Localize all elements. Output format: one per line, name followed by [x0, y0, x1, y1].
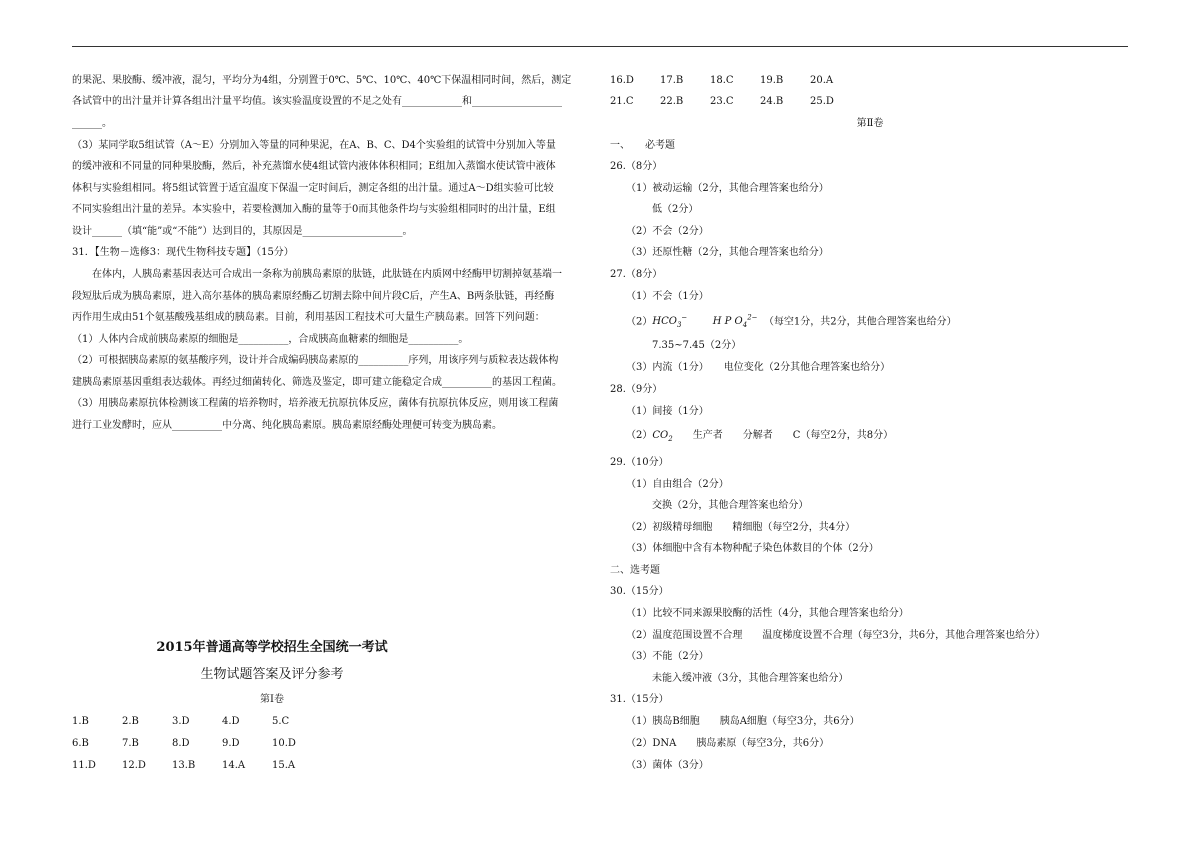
answer-cell: 20.A: [810, 75, 834, 86]
answer-cell: 8.D: [172, 738, 190, 749]
answer-row: [72, 716, 322, 728]
answer-cell: 14.A: [222, 760, 246, 771]
answer-cell: 17.B: [660, 75, 684, 86]
question-31-heading: 31．【生物－选修3：现代生物科技专题】（15分）: [72, 247, 294, 258]
answer-cell: 3.D: [172, 716, 190, 727]
text-line: 段短肽后成为胰岛素原，进入高尔基体的胰岛素原经酶乙切割去除中间片段C后，产生A、B两条肽链，再经酶: [72, 291, 555, 302]
answer-line: （2）不会（2分）: [626, 226, 709, 237]
answer-cell: 25.D: [810, 96, 834, 107]
text-line: 不同实验组出汁量的差异。本实验中，若要检测加入酶的量等于0而其他条件均与实验组相同时的出汁量，E组: [72, 204, 556, 215]
formula-suffix: （每空1分，共2分，其他合理答案也给分）: [763, 316, 957, 328]
answer-line-formula: [626, 314, 957, 330]
answer-cell: 22.B: [660, 96, 684, 107]
bicarbonate-formula: $HCO_3^-$: [652, 314, 688, 330]
exam-subtitle: 生物试题答案及评分参考: [200, 667, 344, 682]
answer-line: （1）不会（1分）: [626, 291, 709, 302]
question-heading: 27.（8分）: [610, 269, 663, 280]
answer-cell: 10.D: [272, 738, 296, 749]
answer-row: [610, 75, 860, 87]
exam-title: 2015年普通高等学校招生全国统一考试: [156, 640, 388, 655]
answer-line: 未能入缓冲液（3分，其他合理答案也给分）: [652, 673, 849, 684]
answer-cell: 23.C: [710, 96, 734, 107]
answer-line: （2）DNA 胰岛素原（每空3分，共6分）: [626, 738, 830, 749]
answer-cell: 2.B: [122, 716, 139, 727]
answer-cell: 24.B: [760, 96, 784, 107]
answer-cell: 19.B: [760, 75, 784, 86]
answer-cell: 5.C: [272, 716, 290, 727]
header-rule: [72, 46, 1128, 47]
formula-text: HCO: [652, 316, 677, 328]
co2-formula: $CO_2$: [652, 430, 673, 443]
answer-line: （1）自由组合（2分）: [626, 479, 729, 490]
answer-cell: 16.D: [610, 75, 634, 86]
answer-row: [72, 760, 322, 772]
text-line: 体积与实验组相同。将5组试管置于适宜温度下保温一定时间后，测定各组的出汁量。通过A～D组实验可比较: [72, 183, 554, 194]
question-heading: 29.（10分）: [610, 457, 669, 468]
question-heading: 26.（8分）: [610, 161, 663, 172]
answer-cell: 6.B: [72, 738, 89, 749]
answer-row: [72, 738, 322, 750]
answer-line: （2）初级精母细胞 精细胞（每空2分，共4分）: [626, 522, 856, 533]
answer-cell: 21.C: [610, 96, 634, 107]
answer-line: （3）内流（1分） 电位变化（2分其他合理答案也给分）: [626, 362, 891, 373]
answer-cell: 1.B: [72, 716, 89, 727]
formula-text: CO: [652, 430, 669, 441]
text-line: 设计______（填“能”或“不能”）达到目的，其原因是____________________。: [72, 226, 413, 237]
text-line: 的缓冲液和不同量的同种果胶酶，然后，补充蒸馏水使4组试管内液体体积相同；E组加入蒸馏水使试管中液体: [72, 161, 556, 172]
text-line: 进行工业发酵时，应从__________中分离、纯化胰岛素原。胰岛素原经酶处理便可转变为胰岛素。: [72, 420, 502, 431]
volume-1-label: 第Ⅰ卷: [260, 694, 284, 705]
text-line: 各试管中的出汁量并计算各组出汁量平均值。该实验温度设置的不足之处有____________和__________________: [72, 96, 562, 107]
question-heading: 31.（15分）: [610, 694, 669, 705]
answer-line: 7.35~7.45（2分）: [652, 340, 742, 351]
answer-line: （2）温度范围设置不合理 温度梯度设置不合理（每空3分，共6分，其他合理答案也给分）: [626, 630, 1046, 641]
answer-cell: 13.B: [172, 760, 196, 771]
phosphate-formula: H P $O_4^{2-}$: [712, 314, 758, 330]
answer-cell: 9.D: [222, 738, 240, 749]
formula-text: H P O: [712, 316, 743, 328]
answer-line: （3）还原性糖（2分，其他合理答案也给分）: [626, 247, 829, 258]
answer-line: （3）不能（2分）: [626, 651, 709, 662]
question-heading: 28.（9分）: [610, 384, 663, 395]
answer-line: （1）间接（1分）: [626, 406, 709, 417]
answer-cell: 12.D: [122, 760, 146, 771]
answer-line: 交换（2分，其他合理答案也给分）: [652, 500, 809, 511]
formula-prefix: （2）: [626, 430, 653, 441]
text-line: 在体内，人胰岛素基因表达可合成出一条称为前胰岛素原的肽链，此肽链在内质网中经酶甲切割掉氨基端一: [92, 269, 562, 280]
text-line: 建胰岛素原基因重组表达载体。再经过细菌转化、筛选及鉴定，即可建立能稳定合成__________的基因工程菌。: [72, 377, 562, 388]
answer-cell: 11.D: [72, 760, 96, 771]
answer-line: （1）胰岛B细胞 胰岛A细胞（每空3分，共6分）: [626, 716, 860, 727]
answer-line: （1）比较不同来源果胶酶的活性（4分，其他合理答案也给分）: [626, 608, 909, 619]
text-line: ______。: [72, 118, 112, 129]
text-line: （3）用胰岛素原抗体检测该工程菌的培养物时，培养液无抗原抗体反应，菌体有抗原抗体反应，则用该工程菌: [72, 398, 559, 409]
answer-cell: 7.B: [122, 738, 139, 749]
formula-suffix: 生产者 分解者 C（每空2分，共8分）: [672, 430, 894, 441]
formula-prefix: （2）: [626, 316, 653, 328]
question-heading: 30.（15分）: [610, 586, 669, 597]
answer-line: 低（2分）: [652, 204, 699, 215]
answer-cell: 15.A: [272, 760, 296, 771]
section-heading: 二、选考题: [610, 565, 660, 576]
answer-row: [610, 96, 860, 108]
section-heading: 一、 必考题: [610, 140, 675, 151]
answer-line: （1）被动运输（2分，其他合理答案也给分）: [626, 183, 829, 194]
answer-cell: 4.D: [222, 716, 240, 727]
text-line: （1）人体内合成前胰岛素原的细胞是__________，合成胰高血糖素的细胞是__________。: [72, 334, 469, 345]
answer-cell: 18.C: [710, 75, 734, 86]
answer-line: （3）体细胞中含有本物种配子染色体数目的个体（2分）: [626, 543, 879, 554]
answer-line: （3）菌体（3分）: [626, 760, 709, 771]
text-line: （2）可根据胰岛素原的氨基酸序列，设计并合成编码胰岛素原的__________序列，用该序列与质粒表达载体构: [72, 355, 559, 366]
volume-2-label: 第Ⅱ卷: [856, 118, 884, 129]
text-line: 丙作用生成由51个氨基酸残基组成的胰岛素。目前，利用基因工程技术可大量生产胰岛素。回答下列问题：: [72, 312, 545, 323]
text-line: （3）某同学取5组试管（A～E）分别加入等量的同种果泥，在A、B、C、D4个实验组的试管中分别加入等量: [72, 140, 556, 151]
answer-line-formula: [626, 430, 893, 443]
text-line: 的果泥、果胶酶、缓冲液，混匀，平均分为4组，分别置于0℃、5℃、10℃、40℃下保温相同时间，然后，测定: [72, 75, 572, 86]
